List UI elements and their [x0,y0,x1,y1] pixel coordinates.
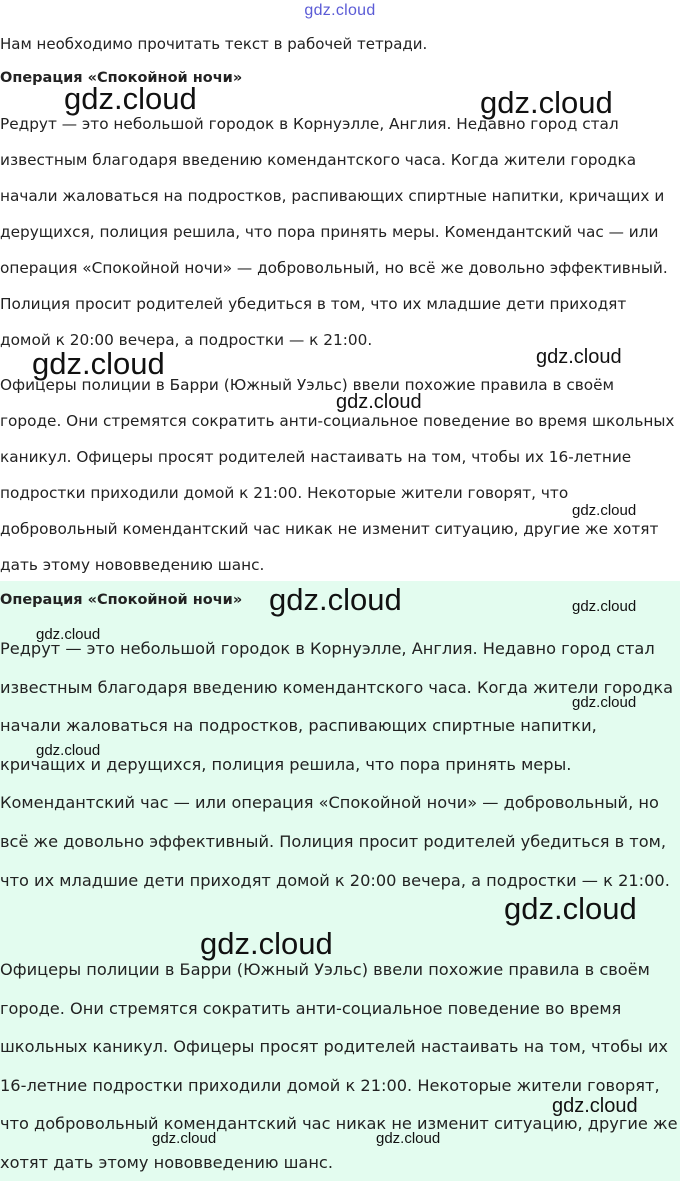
watermark: gdz.cloud [572,598,637,615]
section2-paragraph1: Редрут — это небольшой городок в Корнуэлле, Англия. Недавно город стал известным благодаря введению комендантского часа. Когда жители городка начали жаловаться на подростков, распивающих спиртные напитки, кричащих и дерущихся, полиция решила, что пора принять меры. Комендантский час — или операция «Спокойной ночи» — добровольный, но всё же довольно эффективный. Полиция просит родителей убедиться в том, что их младшие дети приходят домой к 20:00 вечера, а подростки — к 21:00. [0,639,674,890]
watermark: gdz.cloud [480,85,613,120]
watermark: gdz.cloud [572,694,637,711]
site-watermark-header: gdz.cloud [304,2,376,19]
watermark: gdz.cloud [552,1095,638,1117]
watermark: gdz.cloud [572,502,637,519]
section1-paragraph2: Офицеры полиции в Барри (Южный Уэльс) ввели похожие правила в своём городе. Они стремятся сократить анти-социальное поведение во время школьных каникул. Офицеры просят родителей настаивать на том, чтобы их 16-летние подростки приходили домой к 21:00. Некоторые жители говорят, что добровольный комендантский час никак не изменит ситуацию, другие же хотят дать этому нововведению шанс. [0,376,675,574]
watermark: gdz.cloud [200,926,333,961]
watermark: gdz.cloud [32,346,165,381]
watermark: gdz.cloud [536,346,622,368]
watermark: gdz.cloud [336,391,422,413]
watermark: gdz.cloud [36,742,101,759]
watermark: gdz.cloud [152,1130,217,1147]
watermark: gdz.cloud [36,626,101,643]
intro-text: Нам необходимо прочитать текст в рабочей тетради. [0,35,428,53]
watermark: gdz.cloud [376,1130,441,1147]
section1-heading: Операция «Спокойной ночи» [0,70,243,86]
section2-heading: Операция «Спокойной ночи» [0,592,243,608]
section1-paragraph1: Редрут — это небольшой городок в Корнуэлле, Англия. Недавно город стал известным благодаря введению комендантского часа. Когда жители городка начали жаловаться на подростков, распивающих спиртные напитки, кричащих и дерущихся, полиция решила, что пора принять меры. Комендантский час — или операция «Спокойной ночи» — добровольный, но всё же довольно эффективный. Полиция просит родителей убедиться в том, что их младшие дети приходят домой к 20:00 вечера, а подростки — к 21:00. [0,115,668,349]
watermark: gdz.cloud [269,582,402,617]
section2-paragraph2: Офицеры полиции в Барри (Южный Уэльс) ввели похожие правила в своём городе. Они стремятся сократить анти-социальное поведение во время школьных каникул. Офицеры просят родителей настаивать на том, чтобы их 16-летние подростки приходили домой к 21:00. Некоторые жители говорят, что добровольный комендантский час никак не изменит ситуацию, другие же хотят дать этому нововведению шанс. [0,960,678,1172]
watermark: gdz.cloud [504,891,637,926]
watermark: gdz.cloud [64,81,197,116]
